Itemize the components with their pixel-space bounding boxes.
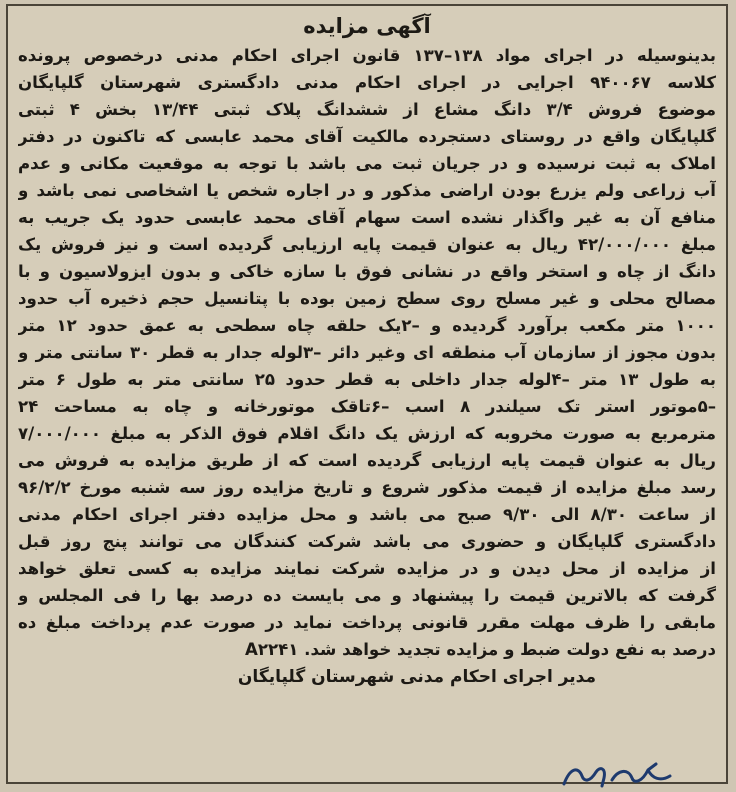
notice-line-19: دادگستری گلپایگان و حضوری می باشد شرکت کنندگان می توانند پنج روز قبل: [18, 532, 716, 551]
notice-line-1: بدینوسیله در اجرای مواد ۱۳۸–۱۳۷ قانون اجرای احکام مدنی درخصوص پرونده: [18, 46, 716, 65]
notice-line-13: به طول ۱۳ متر –۴لوله جدار داخلی به قطر حدود ۲۵ سانتی متر به طول ۶ متر: [18, 370, 716, 389]
notice-body: [18, 10, 716, 776]
notice-line-15: مترمربع به صورت مخروبه که ارزش یک دانگ اقلام فوق الذکر به مبلغ ۷/۰۰۰/۰۰۰: [18, 424, 716, 443]
notice-line-11: ۱۰۰۰ متر مکعب برآورد گردیده و –۲یک حلقه چاه سطحی به عمق حدود ۱۲ متر: [18, 316, 716, 335]
notice-line-7: منافع آن به غیر واگذار نشده است سهام آقای محمد عابسی حدود یک جریب به: [18, 208, 716, 227]
notice-line-12: بدون مجوز از سازمان آب منطقه ای وغیر دائر –۳لوله جدار به قطر ۳۰ سانتی متر و: [18, 343, 716, 362]
notice-line-23: درصد به نفع دولت ضبط و مزایده تجدید خواهد شد. A۲۲۴۱: [245, 640, 716, 659]
notice-line-20: از مزایده از محل دیدن و در مزایده شرکت نمایند مزایده به کسی تعلق خواهد: [18, 559, 716, 578]
notice-line-2: کلاسه ۹۴۰۰۶۷ اجرایی در اجرای احکام مدنی دادگستری شهرستان گلپایگان: [18, 73, 716, 92]
notice-page: [6, 4, 728, 784]
notice-line-5: املاک به ثبت نرسیده و در جریان ثبت می باشد با توجه به موقعیت مکانی و عدم: [18, 154, 716, 173]
notice-line-18: از ساعت ۸/۳۰ الی ۹/۳۰ صبح می باشد و محل مزایده دفتر اجرای احکام مدنی: [18, 505, 716, 524]
notice-line-9: دانگ از چاه و استخر واقع در نشانی فوق با سازه خاکی و بدون ایزولاسیون و با: [18, 262, 716, 281]
notice-line-16: ریال به عنوان قیمت پایه ارزیابی گردیده است که از طریق مزایده به فروش می: [18, 451, 716, 470]
notice-signature: مدیر اجرای احکام مدنی شهرستان گلپایگان: [237, 667, 596, 687]
notice-line-3: موضوع فروش ۳/۴ دانگ مشاع از ششدانگ پلاک ثبتی ۱۳/۴۴ بخش ۴ ثبتی: [18, 100, 716, 119]
notice-title: آگهی مزایده: [303, 14, 431, 38]
notice-line-10: مصالح محلی و غیر مسلح روی سطح زمین بوده با پتانسیل حجم ذخیره آب حدود: [18, 289, 716, 308]
notice-line-22: مابقی را ظرف مهلت مقرر قانونی پرداخت نماید در صورت عدم پرداخت مبلغ ده: [18, 613, 716, 632]
notice-line-21: گرفت که بالاترین قیمت را پیشنهاد و می بایست ده درصد بها را فی المجلس و: [18, 586, 716, 605]
notice-line-4: گلپایگان واقع در روستای دستجرده مالکیت آقای محمد عابسی که تاکنون در دفتر: [18, 127, 716, 146]
notice-line-14: –۵موتور استر تک سیلندر ۸ اسب –۶تاقک موتورخانه و چاه به مساحت ۲۴: [18, 397, 716, 416]
notice-line-6: آب زراعی ولم یزرع بودن اراضی مذکور و در اجاره شخص یا اشخاصی نمی باشد و: [18, 181, 716, 200]
notice-line-8: مبلغ ۴۲/۰۰۰/۰۰۰ ریال به عنوان قیمت پایه ارزیابی گردیده است و نیز فروش یک: [18, 235, 716, 254]
notice-line-17: رسد مبلغ مزایده از قیمت مذکور شروع و تاریخ مزایده روز سه شنبه مورخ ۹۶/۲/۲: [18, 478, 716, 497]
handwritten-mark-icon: [556, 758, 676, 792]
